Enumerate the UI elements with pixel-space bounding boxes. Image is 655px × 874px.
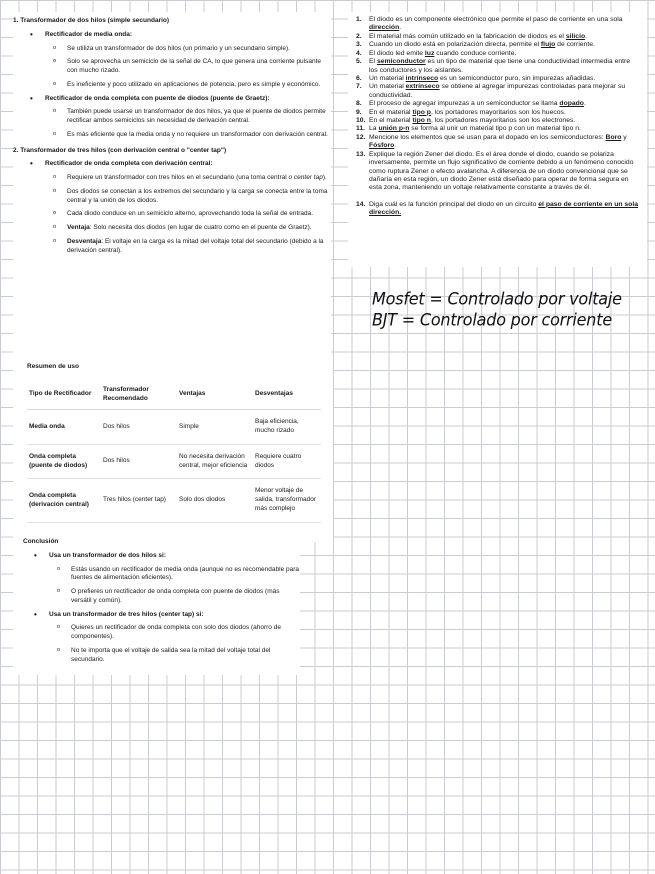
two-wire-heading: • Usa un transformador de dos hilos si: [32,552,300,561]
question-text: Un material extrínseco se obtiene al agregar impurezas controladas para mejorar su conductividad. [369,83,626,99]
question-item [356,83,639,100]
table-cell: Baja eficiencia, mucho rizado [253,410,321,445]
table-cell: Dos hilos [101,444,177,479]
question-item [356,50,639,58]
half-wave-heading [28,31,331,40]
bridge-heading [28,95,331,104]
question-number: 3. [356,41,362,49]
full-wave-ct-heading [28,160,331,169]
half-wave-item: o Solo se aprovecha un semiciclo de la señal de CA, lo que genera una corriente pulsante con mucho rizado. [53,58,331,76]
question-text: El diodo led emite luz cuando conduce corriente. [369,49,517,57]
question-number: 5. [356,58,362,66]
diode-questionnaire [348,12,647,267]
half-wave-item: o Es ineficiente y poco utilizado en aplicaciones de potencia, pero es simple y económico. [53,81,331,90]
question-text: El semiconductor es un tipo de material que tiene una conductividad intermedia entre los conductores y los aislantes. [369,58,631,74]
question-text: Explique la región Zener del diodo. Es el área donde el diodo, cuando se polariza inversamente, permite un flujo significativo de corriente debido a un fenómeno conocido como ruptura Zener o efecto avalancha. A diferencia de un diodo convencional que se dañaría en esta región, un diodo Zener está diseñado para operar de forma segura en esta zona, manteniendo un voltaje relativamente constante a través de él. [369,150,634,192]
conclusion-title: Conclusión [23,538,59,545]
answer-text: luz [424,49,435,57]
item-text: ). [322,174,327,182]
two-wire-item: o Estás usando un rectificador de media onda (aunque no es recomendable para fuentes de alimentación eficientes). [57,566,300,584]
question-number: 12. [356,133,366,141]
full-wave-ct-title: Rectificador de onda completa con derivación central [45,160,211,168]
three-wire-item: o Quieres un rectificador de onda completa con solo dos diodos (ahorro de componentes). [57,624,300,642]
full-wave-ct-item: o Dos diodos se conectan a los extremos del secundario y la carga se conecta entre la toma central y la unión de los diodos. [53,188,331,206]
question-text: El material más común utilizado en la fabricación de diodos es el silicio. [369,32,587,40]
handwritten-note-bjt: BJT = Controlado por corriente [372,309,612,330]
center-tap-term: o center tap [288,174,323,182]
two-wire-item: o O prefieres un rectificador de onda completa con puente de diodos (más versátil y común). [57,588,300,606]
disadvantage-item [53,238,331,256]
three-wire-item: o No te importa que el voltaje de salida sea la mitad del voltaje total del secundario. [57,647,300,665]
question-number: 1. [356,16,362,23]
question-item [356,33,639,41]
question-item [356,201,639,218]
table-cell: Onda completa (derivación central) [27,479,101,522]
question-item [356,75,639,83]
question-number: 14. [356,200,366,208]
question-item [356,58,639,75]
question-number: 7. [356,83,362,91]
summary-section [13,359,333,542]
table-row [27,479,321,522]
table-row [27,444,321,479]
full-wave-ct-item [53,174,331,183]
answer-text: intrínseco [405,74,439,82]
question-item [356,109,639,117]
handwritten-note-mosfet: Mosfet = Controlado por voltaje [372,288,622,309]
half-wave-item: o Se utiliza un transformador de dos hilos (un primario y un secundario simple). [53,45,331,54]
answer-text: dopado [559,100,584,108]
question-item [356,134,639,151]
column-header: Tipo de Rectificador [27,382,101,410]
summary-table [27,382,321,523]
question-number: 11. [356,125,366,133]
section2-title: 2. Transformador de tres hilos (con derivación central o "center tap") [13,146,227,154]
three-wire-heading: • Usa un transformador de tres hilos (center tap) si: [32,611,300,620]
question-text: La unión p-n se forma al unir un material tipo p con un material tipo n. [369,125,581,133]
advantage-label: Ventaja [67,224,90,232]
disadvantage-text: : El voltaje en la carga es la mitad del voltaje total del secundario (debido a la derivación central). [67,238,324,254]
answer-text: tipo p [412,108,431,116]
question-item [356,16,639,33]
table-cell: Simple [177,410,253,445]
question-number: 10. [356,117,366,125]
question-text: El proceso de agregar impurezas a un semiconductor se llama dopado. [369,100,586,108]
table-cell: Tres hilos (center tap) [101,479,177,522]
table-cell: Onda completa (puente de diodos) [27,444,101,479]
bridge-item: o Es más eficiente que la media onda y no requiere un transformador con derivación central. [53,131,331,140]
question-text: Cuando un diodo está en polarización directa, permite el flujo de corriente. [369,41,595,49]
answer-text: unión p-n [378,125,410,133]
question-number: 9. [356,108,362,116]
question-text: Mencione los elementos que se usan para el dopado en los semiconductores: Boro y Fósforo. [369,133,627,150]
item-text: Requiere un transformador con tres hilos en el secundario (una toma central [67,174,289,182]
advantage-text: : Solo necesita dos diodos (en lugar de cuatro como en el puente de Graetz). [89,224,312,232]
question-text: Un material intrínseco es un semiconductor puro, sin impurezas añadidas. [369,74,596,82]
answer-text: Fósforo [369,142,395,150]
table-cell: Menor voltaje de salida, transformador más complejo [253,479,321,522]
table-cell: No necesita derivación central, mejor eficiencia [177,444,253,479]
question-text: El diodo es un componente electrónico que permite el paso de corriente en una sola dirección. [369,16,623,32]
question-number: 2. [356,32,362,40]
rectifier-notes-section [13,12,331,359]
table-cell: Dos hilos [101,410,177,445]
question-number: 13. [356,150,366,158]
section1-title: 1. Transformador de dos hilos (simple secundario) [13,17,170,24]
question-item [356,125,639,133]
bridge-item: o También puede usarse un transformador de dos hilos, ya que el puente de diodos permite rectificar ambos semiciclos sin necesidad de derivación central. [53,108,331,126]
answer-text: silicio [565,32,586,40]
answer-text: dirección [369,24,400,32]
question-number: 4. [356,49,362,57]
answer-text: el paso de corriente en un sola dirección. [369,200,638,217]
question-item [356,117,639,125]
column-header: Ventajas [177,382,253,410]
question-item [356,41,639,49]
table-row [27,410,321,445]
conclusion-section [13,530,300,675]
table-header-row [27,382,321,410]
half-wave-title: Rectificador de media onda [45,30,130,38]
question-text: En el material tipo n, los portadores mayoritarios son los electrones. [369,117,576,125]
full-wave-ct-item: o Cada diodo conduce en un semiciclo alterno, aprovechando toda la señal de entrada. [53,210,331,219]
answer-text: extrínseco [405,83,440,91]
question-number: 8. [356,100,362,108]
bridge-title: Rectificador de onda completa con puente de diodos (puente de Graetz) [45,94,268,102]
table-cell: Media onda [27,410,101,445]
question-item [356,100,639,108]
table-cell: Requiere cuatro diodos [253,444,321,479]
answer-text: semiconductor [376,58,426,66]
question-item [356,151,639,193]
summary-title: Resumen de uso [27,363,80,370]
answer-text: tipo n [412,117,431,125]
answer-text: Boro [605,133,622,141]
disadvantage-label: Desventaja [67,238,102,246]
table-cell: Solo dos diodos [177,479,253,522]
question-number: 6. [356,74,362,82]
advantage-item [53,224,331,233]
column-header: Desventajas [253,382,321,410]
column-header: Transformador Recomendado [101,382,177,410]
bridge-colon: : [267,94,270,102]
half-wave-colon: : [129,30,133,38]
question-text: Diga cuál es la función principal del diodo en un circuito el paso de corriente en un sola dirección. [369,200,638,217]
full-wave-ct-colon: : [210,160,213,168]
answer-text: flujo [540,41,556,49]
question-text: En el material tipo p, los portadores mayoritarios son los huecos. [369,108,566,116]
question-list [356,16,639,218]
